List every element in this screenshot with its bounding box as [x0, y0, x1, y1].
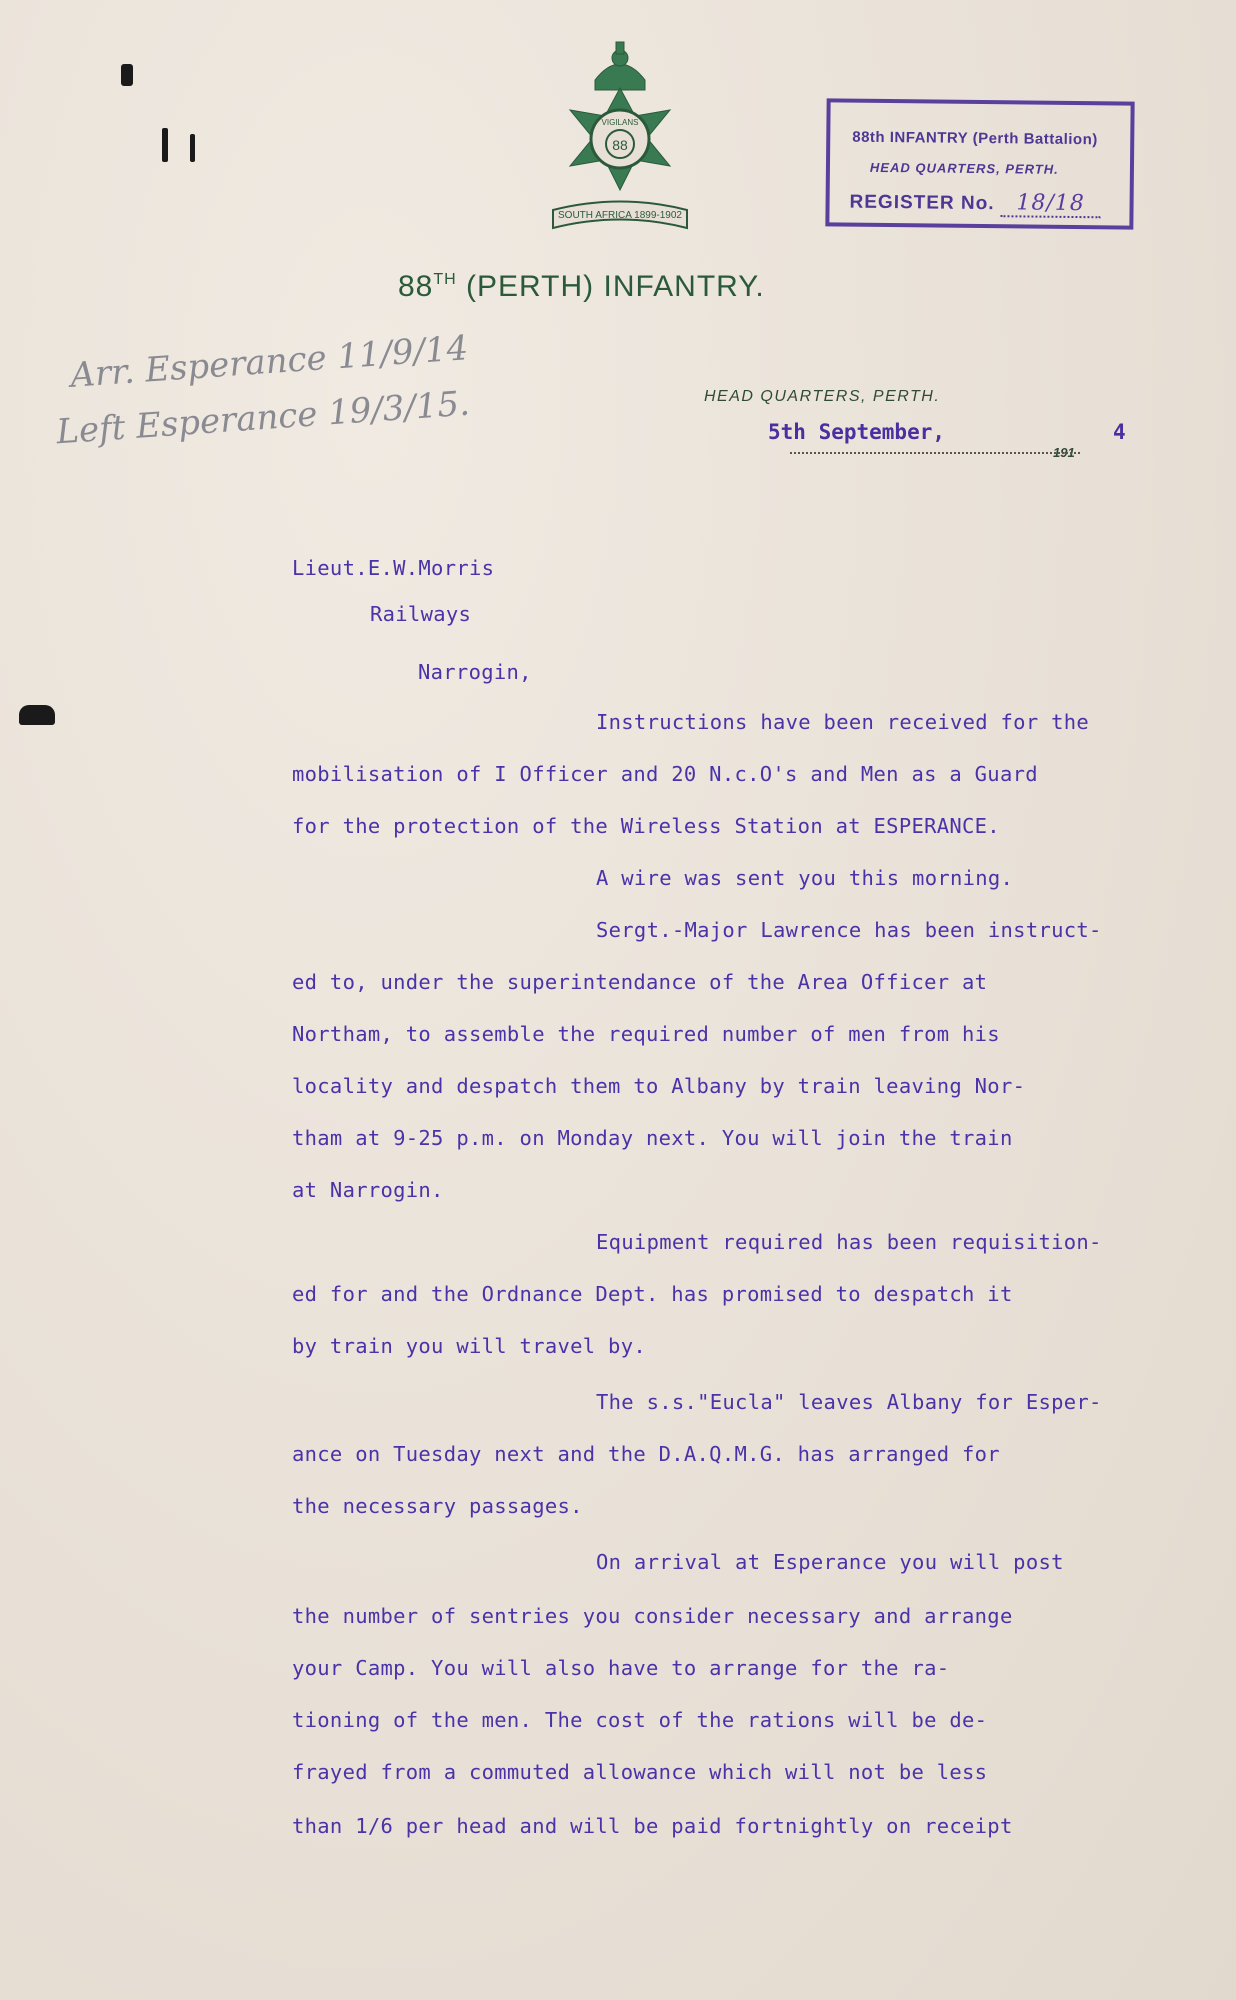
body-line: the number of sentries you consider necessary and arrange [292, 1604, 1013, 1628]
handwritten-note-arrival: Arr. Esperance 11/9/14 [69, 328, 470, 396]
body-line: The s.s."Eucla" leaves Albany for Esper- [596, 1390, 1102, 1414]
letter-date [768, 420, 1126, 460]
body-line: Instructions have been received for the [596, 710, 1090, 734]
stamp-line-1: 88th INFANTRY (Perth Battalion) [852, 128, 1098, 149]
body-line: Northam, to assemble the required number of men from his [292, 1022, 1000, 1046]
body-line: locality and despatch them to Albany by train leaving Nor- [292, 1074, 1026, 1098]
body-line: tioning of the men. The cost of the rations will be de- [292, 1708, 988, 1732]
stamp-register [849, 189, 1100, 219]
date-text: 5th September, [768, 420, 946, 444]
stamp-register-number: 18/18 [1000, 190, 1100, 218]
body-line: On arrival at Esperance you will post [596, 1550, 1064, 1574]
crest-motto: VIGILANS [601, 118, 639, 127]
body-line: tham at 9-25 p.m. on Monday next. You will join the train [292, 1126, 1013, 1150]
body-line: the necessary passages. [292, 1494, 583, 1518]
crest-scroll: SOUTH AFRICA 1899-1902 [558, 210, 682, 221]
handwritten-note-departure: Left Esperance 19/3/15. [55, 383, 472, 453]
crest-number: 88 [612, 137, 628, 153]
stamp-line-2: HEAD QUARTERS, PERTH. [869, 159, 1059, 177]
ink-blot [162, 128, 168, 162]
ink-blot [121, 64, 133, 86]
stamp-register-label: REGISTER No. [849, 191, 995, 215]
body-line: your Camp. You will also have to arrange for the ra- [292, 1656, 950, 1680]
ink-blot [190, 134, 195, 162]
recipient-name: Lieut.E.W.Morris [292, 556, 495, 580]
date-dotted-line [790, 452, 1080, 454]
ink-blot [19, 705, 55, 725]
recipient-town: Narrogin, [418, 660, 532, 684]
body-line: for the protection of the Wireless Station at ESPERANCE. [292, 814, 1000, 838]
body-line: than 1/6 per head and will be paid fortnightly on receipt [292, 1814, 1013, 1838]
body-line: Sergt.-Major Lawrence has been instruct- [596, 918, 1102, 942]
year-suffix: 4 [1113, 420, 1126, 444]
body-line: ed to, under the superintendance of the Area Officer at [292, 970, 988, 994]
body-line: frayed from a commuted allowance which will not be less [292, 1760, 988, 1784]
letterhead-title: 88TH (PERTH) INFANTRY. [398, 270, 765, 303]
body-line: ed for and the Ordnance Dept. has promised to despatch it [292, 1282, 1013, 1306]
register-stamp [825, 98, 1134, 229]
body-line: by train you will travel by. [292, 1334, 646, 1358]
body-line: Equipment required has been requisition- [596, 1230, 1102, 1254]
header-location: HEAD QUARTERS, PERTH. [704, 388, 941, 405]
body-line: mobilisation of I Officer and 20 N.c.O's and Men as a Guard [292, 762, 1038, 786]
year-prefix: 191 [1053, 445, 1075, 460]
regimental-crest [545, 38, 695, 244]
body-line: at Narrogin. [292, 1178, 444, 1202]
body-line: A wire was sent you this morning. [596, 866, 1014, 890]
recipient-dept: Railways [370, 602, 472, 626]
body-line: ance on Tuesday next and the D.A.Q.M.G. has arranged for [292, 1442, 1000, 1466]
